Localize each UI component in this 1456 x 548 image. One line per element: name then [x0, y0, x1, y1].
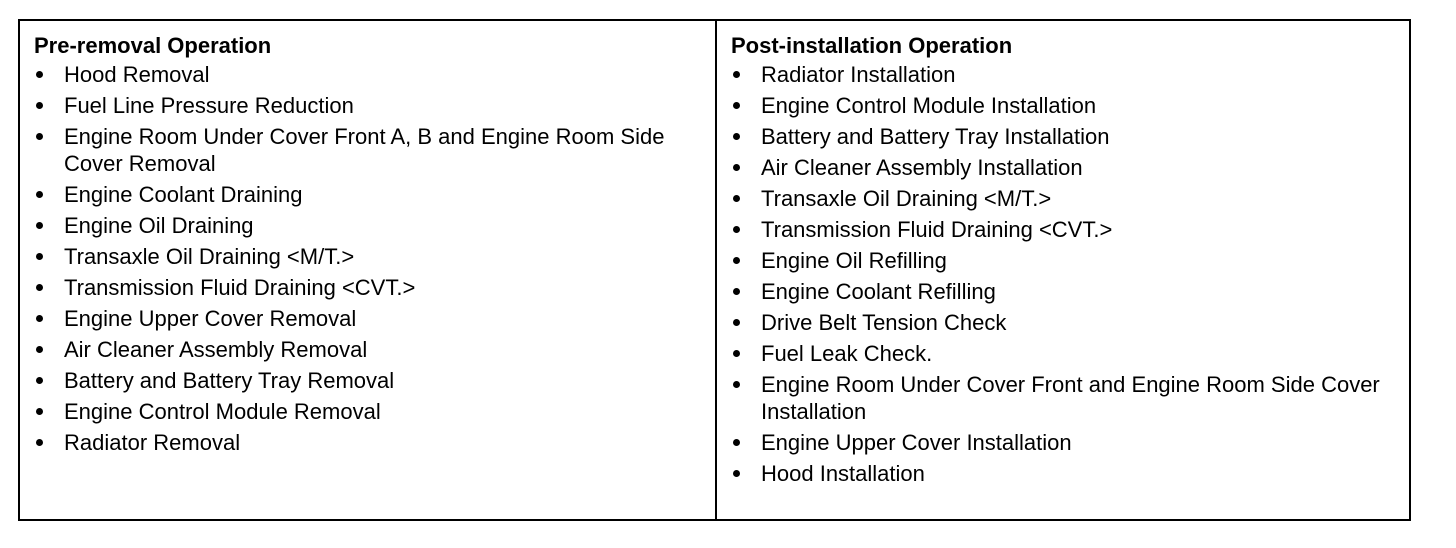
list-item: Battery and Battery Tray Installation [731, 123, 1409, 150]
pre-removal-heading: Pre-removal Operation [34, 33, 272, 58]
list-item: Radiator Removal [34, 429, 715, 456]
list-item: Engine Upper Cover Installation [731, 429, 1409, 456]
list-item: Drive Belt Tension Check [731, 309, 1409, 336]
list-item: Engine Upper Cover Removal [34, 305, 715, 332]
bullet-icon [733, 381, 740, 388]
list-item: Engine Coolant Draining [34, 181, 715, 208]
list-item: Transaxle Oil Draining <M/T.> [731, 185, 1409, 212]
list-item: Engine Oil Refilling [731, 247, 1409, 274]
bullet-icon [733, 195, 740, 202]
list-item: Transmission Fluid Draining <CVT.> [34, 274, 715, 301]
list-item: Engine Control Module Installation [731, 92, 1409, 119]
bullet-icon [733, 257, 740, 264]
list-item: Engine Room Under Cover Front and Engine Room Side Cover Installation [731, 371, 1409, 425]
bullet-icon [36, 253, 43, 260]
list-item: Radiator Installation [731, 61, 1409, 88]
bullet-icon [36, 377, 43, 384]
pre-removal-column [20, 21, 717, 519]
operations-table [18, 19, 1411, 521]
bullet-icon [733, 319, 740, 326]
bullet-icon [36, 102, 43, 109]
bullet-icon [36, 315, 43, 322]
bullet-icon [36, 133, 43, 140]
bullet-icon [733, 470, 740, 477]
list-item: Air Cleaner Assembly Removal [34, 336, 715, 363]
bullet-icon [36, 346, 43, 353]
bullet-icon [733, 439, 740, 446]
bullet-icon [36, 191, 43, 198]
bullet-icon [36, 222, 43, 229]
list-item: Air Cleaner Assembly Installation [731, 154, 1409, 181]
bullet-icon [36, 284, 43, 291]
post-installation-list [731, 61, 1409, 487]
post-installation-column [717, 21, 1409, 519]
bullet-icon [733, 288, 740, 295]
bullet-icon [36, 408, 43, 415]
bullet-icon [733, 226, 740, 233]
list-item: Engine Coolant Refilling [731, 278, 1409, 305]
bullet-icon [36, 439, 43, 446]
list-item: Hood Installation [731, 460, 1409, 487]
list-item: Fuel Leak Check. [731, 340, 1409, 367]
bullet-icon [733, 350, 740, 357]
list-item: Engine Room Under Cover Front A, B and Engine Room Side Cover Removal [34, 123, 715, 177]
bullet-icon [733, 133, 740, 140]
bullet-icon [733, 102, 740, 109]
post-installation-heading: Post-installation Operation [731, 33, 1013, 58]
list-item: Fuel Line Pressure Reduction [34, 92, 715, 119]
bullet-icon [733, 164, 740, 171]
bullet-icon [36, 71, 43, 78]
list-item: Engine Control Module Removal [34, 398, 715, 425]
list-item: Battery and Battery Tray Removal [34, 367, 715, 394]
list-item: Engine Oil Draining [34, 212, 715, 239]
list-item: Hood Removal [34, 61, 715, 88]
list-item: Transaxle Oil Draining <M/T.> [34, 243, 715, 270]
bullet-icon [733, 71, 740, 78]
pre-removal-list [34, 61, 715, 456]
list-item: Transmission Fluid Draining <CVT.> [731, 216, 1409, 243]
